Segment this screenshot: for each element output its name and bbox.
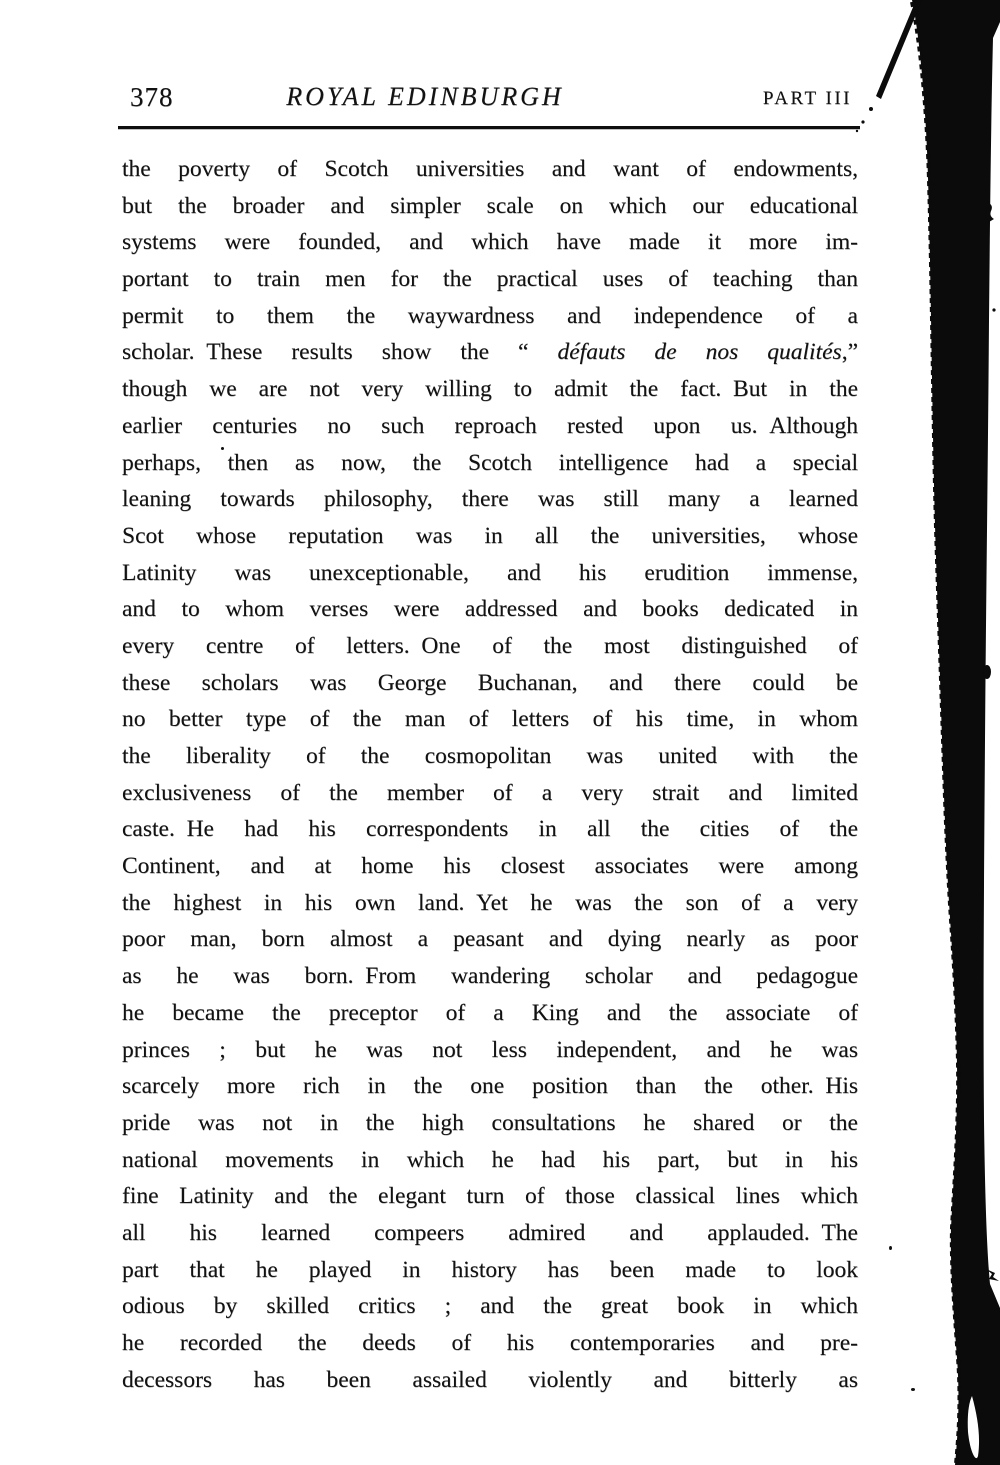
text-line: the highest in his own land. Yet he was the son of a very: [122, 889, 858, 916]
text-line: odious by skilled critics ; and the great book in which: [122, 1293, 858, 1320]
text-line: Latinity was unexceptionable, and his erudition immense,: [122, 559, 858, 586]
scan-edge-artifact: [850, 0, 1000, 1465]
text-line: systems were founded, and which have made it more im-: [122, 229, 858, 256]
text-line: and to whom verses were addressed and books dedicated in: [122, 596, 858, 623]
scratch-dot: [856, 130, 858, 132]
text-line: national movements in which he had his part, but in his: [122, 1146, 858, 1173]
diagonal-scratch: [876, 0, 922, 99]
text-segment: scholar. These results show the “: [122, 339, 558, 366]
text-line: he became the preceptor of a King and the associate of: [122, 999, 858, 1026]
text-line: Continent, and at home his closest associates were among: [122, 853, 858, 880]
text-line: but the broader and simpler scale on which our educational: [122, 192, 858, 219]
text-line: leaning towards philosophy, there was still many a learned: [122, 486, 858, 513]
ink-dot: [992, 308, 995, 311]
text-line: no better type of the man of letters of his time, in whom: [122, 706, 858, 733]
text-line: decessors has been assailed violently and bitterly as: [122, 1366, 858, 1393]
text-line: pride was not in the high consultations he shared or the: [122, 1109, 858, 1136]
text-line: exclusiveness of the member of a very strait and limited: [122, 779, 858, 806]
text-line: part that he played in history has been made to look: [122, 1256, 858, 1283]
scan-speck: [221, 447, 224, 450]
text-line: perhaps, then as now, the Scotch intelligence had a special: [122, 449, 858, 476]
text-line: these scholars was George Buchanan, and there could be: [122, 669, 858, 696]
text-line: though we are not very willing to admit the fact. But in the: [122, 376, 858, 403]
text-line: he recorded the deeds of his contemporaries and pre-: [122, 1330, 858, 1356]
text-line: scarcely more rich in the one position than the other. His: [122, 1073, 858, 1100]
text-line: as he was born. From wandering scholar and pedagogue: [122, 963, 858, 990]
scan-speck: [911, 1388, 915, 1391]
text-line-with-italic: [122, 334, 858, 371]
text-line: fine Latinity and the elegant turn of those classical lines which: [122, 1183, 858, 1210]
scratch-dot: [861, 120, 864, 123]
running-title: ROYAL EDINBURGH: [286, 82, 564, 111]
text-line: earlier centuries no such reproach rested upon us. Although: [122, 412, 858, 439]
text-line: caste. He had his correspondents in all the cities of the: [122, 816, 858, 843]
scan-speck: [889, 1246, 892, 1250]
part-label: PART III: [762, 88, 852, 109]
text-line: the poverty of Scotch universities and want of endowments,: [122, 156, 858, 182]
text-segment: ,”: [841, 339, 858, 366]
ink-blob-mark: [983, 665, 991, 679]
text-line: permit to them the waywardness and independence of a: [122, 302, 858, 329]
text-line: every centre of letters. One of the most distinguished of: [122, 632, 858, 659]
text-line: the liberality of the cosmopolitan was united with the: [122, 743, 858, 769]
text-line: Scot whose reputation was in all the universities, whose: [122, 522, 858, 549]
text-line: princes ; but he was not less independent, and he was: [122, 1036, 858, 1063]
header-rule: [118, 126, 860, 129]
scratch-dot: [869, 107, 873, 111]
italic-quote: défauts de nos qualités: [557, 339, 842, 366]
page-number: 378: [130, 82, 174, 112]
text-line: all his learned compeers admired and applauded. The: [122, 1219, 858, 1246]
body-text: [122, 151, 858, 1398]
text-line: poor man, born almost a peasant and dying nearly as poor: [122, 926, 858, 953]
text-line: portant to train men for the practical uses of teaching than: [122, 266, 858, 293]
